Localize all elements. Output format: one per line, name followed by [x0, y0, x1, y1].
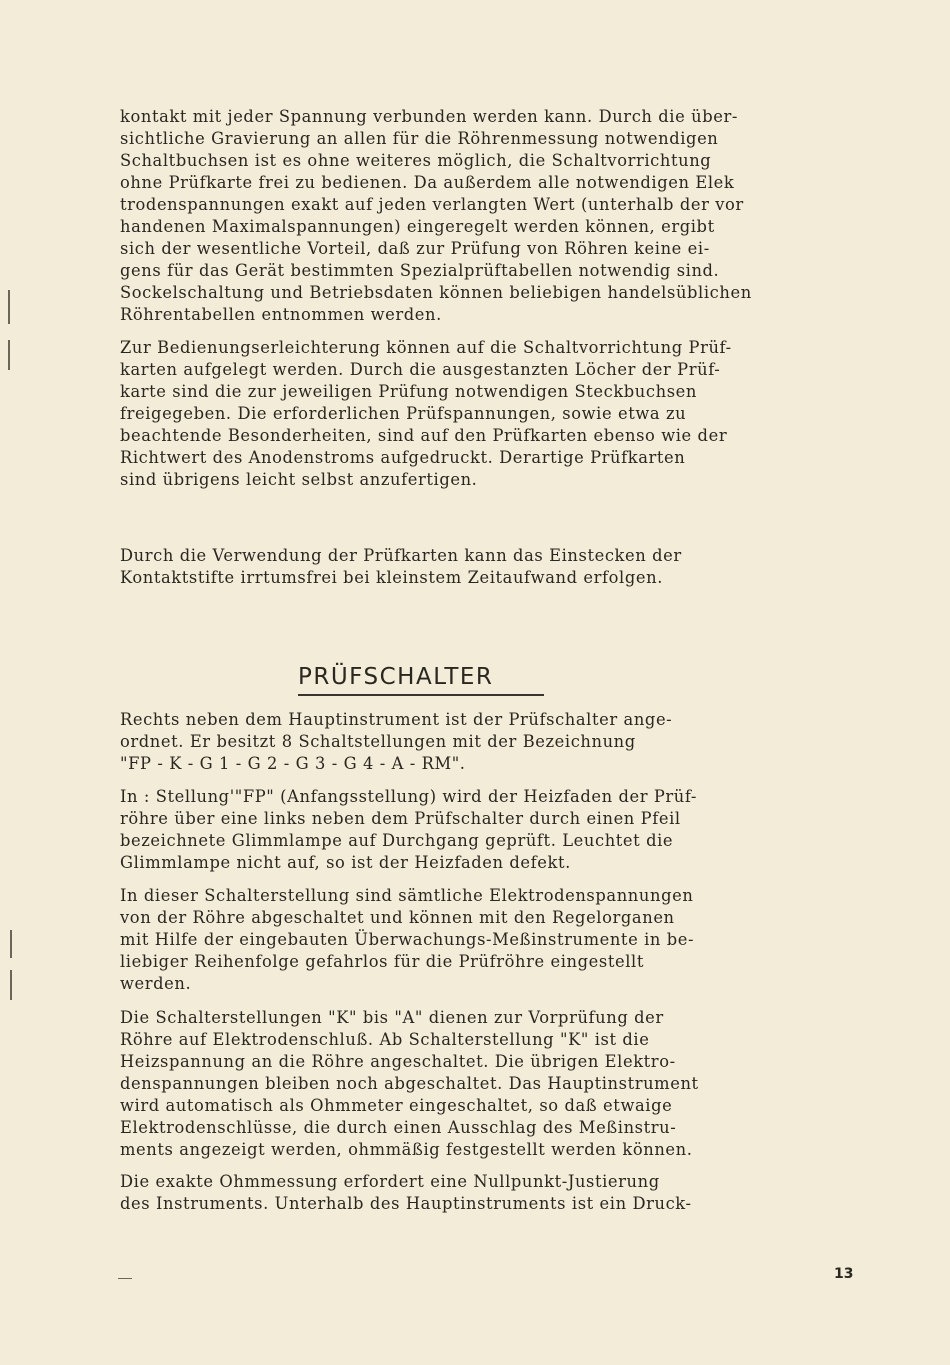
text-line: bezeichnete Glimmlampe auf Durchgang geprüft. Leuchtet die [120, 831, 674, 850]
page-number: 13 [834, 1266, 854, 1282]
text-line: Die exakte Ohmmessung erfordert eine Nullpunkt-Justierung [120, 1172, 660, 1191]
text-line: kontakt mit jeder Spannung verbunden werden kann. Durch die über- [120, 107, 738, 126]
paragraph [120, 885, 840, 995]
text-line: "FP - K - G 1 - G 2 - G 3 - G 4 - A - RM". [120, 754, 466, 773]
text-line: handenen Maximalspannungen) eingeregelt werden können, ergibt [120, 217, 715, 236]
text-line: denspannungen bleiben noch abgeschaltet. Das Hauptinstrument [120, 1074, 699, 1093]
text-line: Röhrentabellen entnommen werden. [120, 305, 442, 324]
text-line: gens für das Gerät bestimmten Spezialprüftabellen notwendig sind. [120, 261, 720, 280]
text-line: Heizspannung an die Röhre angeschaltet. Die übrigen Elektro- [120, 1052, 676, 1071]
text-line: röhre über eine links neben dem Prüfschalter durch einen Pfeil [120, 809, 681, 828]
text-line: ordnet. Er besitzt 8 Schaltstellungen mit der Bezeichnung [120, 732, 636, 751]
text-line: sich der wesentliche Vorteil, daß zur Prüfung von Röhren keine ei- [120, 239, 710, 258]
text-line: freigegeben. Die erforderlichen Prüfspannungen, sowie etwa zu [120, 404, 687, 423]
section-heading: PRÜFSCHALTER [298, 664, 544, 696]
text-line: ohne Prüfkarte frei zu bedienen. Da außerdem alle notwendigen Elek [120, 173, 735, 192]
text-line: beachtende Besonderheiten, sind auf den Prüfkarten ebenso wie der [120, 426, 728, 445]
paragraph [120, 106, 840, 326]
text-line: mit Hilfe der eingebauten Überwachungs-Meßinstrumente in be- [120, 930, 695, 949]
paragraph [120, 709, 840, 775]
text-line: Durch die Verwendung der Prüfkarten kann das Einstecken der [120, 546, 682, 565]
text-line: Elektrodenschlüsse, die durch einen Ausschlag des Meßinstru- [120, 1118, 677, 1137]
text-line: Zur Bedienungserleichterung können auf die Schaltvorrichtung Prüf- [120, 338, 732, 357]
paragraph [120, 786, 840, 874]
margin-mark [8, 290, 10, 324]
margin-mark [8, 340, 10, 370]
text-line: karte sind die zur jeweiligen Prüfung notwendigen Steckbuchsen [120, 382, 697, 401]
text-line: Rechts neben dem Hauptinstrument ist der Prüfschalter ange- [120, 710, 673, 729]
text-line: Schaltbuchsen ist es ohne weiteres möglich, die Schaltvorrichtung [120, 151, 712, 170]
paragraph [120, 545, 840, 589]
text-line: ments angezeigt werden, ohmmäßig festgestellt werden können. [120, 1140, 693, 1159]
paragraph [120, 337, 840, 491]
text-line: Richtwert des Anodenstroms aufgedruckt. Derartige Prüfkarten [120, 448, 686, 467]
margin-mark [118, 1278, 132, 1279]
text-line: Röhre auf Elektrodenschluß. Ab Schalterstellung "K" ist die [120, 1030, 650, 1049]
text-line: Kontaktstifte irrtumsfrei bei kleinstem Zeitaufwand erfolgen. [120, 568, 663, 587]
text-line: liebiger Reihenfolge gefahrlos für die Prüfröhre eingestellt [120, 952, 644, 971]
margin-mark [10, 970, 12, 1000]
text-line: wird automatisch als Ohmmeter eingeschaltet, so daß etwaige [120, 1096, 673, 1115]
text-line: Glimmlampe nicht auf, so ist der Heizfaden defekt. [120, 853, 571, 872]
text-line: sichtliche Gravierung an allen für die Röhrenmessung notwendigen [120, 129, 719, 148]
text-line: von der Röhre abgeschaltet und können mit den Regelorganen [120, 908, 675, 927]
text-line: trodenspannungen exakt auf jeden verlangten Wert (unterhalb der vor [120, 195, 744, 214]
text-line: werden. [120, 974, 192, 993]
text-line: Die Schalterstellungen "K" bis "A" dienen zur Vorprüfung der [120, 1008, 664, 1027]
margin-mark [10, 930, 12, 958]
paragraph [120, 1007, 840, 1161]
text-line: In dieser Schalterstellung sind sämtliche Elektrodenspannungen [120, 886, 694, 905]
text-line: Sockelschaltung und Betriebsdaten können beliebigen handelsüblichen [120, 283, 752, 302]
paragraph [120, 1171, 840, 1215]
text-line: des Instruments. Unterhalb des Hauptinstruments ist ein Druck- [120, 1194, 692, 1213]
text-line: karten aufgelegt werden. Durch die ausgestanzten Löcher der Prüf- [120, 360, 721, 379]
text-line: In : Stellung'"FP" (Anfangsstellung) wird der Heizfaden der Prüf- [120, 787, 698, 806]
text-line: sind übrigens leicht selbst anzufertigen. [120, 470, 478, 489]
